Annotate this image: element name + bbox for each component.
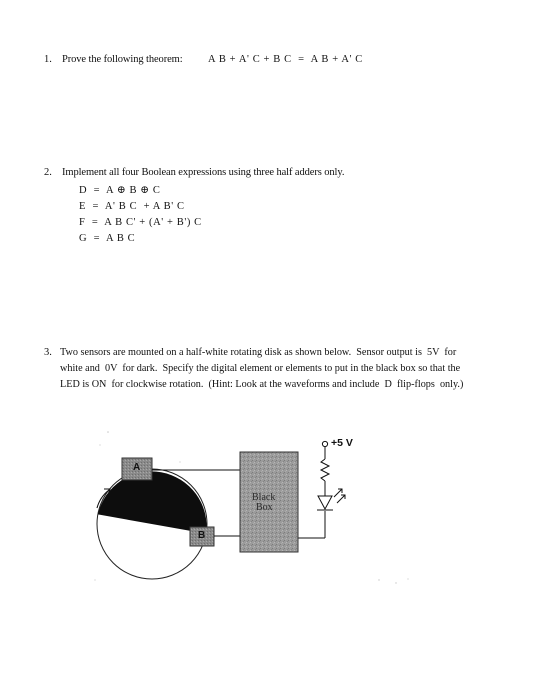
problem-1-theorem: A B + A' C + B C = A B + A' C [208, 54, 363, 65]
expression-f: F = A B C' + (A' + B') C [79, 217, 202, 228]
problem-3-line-2: white and 0V for dark. Specify the digital element or elements to put in the black box so that the [60, 363, 461, 374]
resistor-icon [321, 459, 329, 481]
expression-g: G = A B C [79, 233, 136, 244]
supply-voltage-label: +5 V [331, 437, 353, 449]
led-icon [317, 489, 345, 510]
problem-3-line-1: Two sensors are mounted on a half-white rotating disk as shown below. Sensor output is 5V for [60, 347, 457, 358]
black-box-label-line-2: Box [256, 502, 273, 513]
problem-2-prompt: Implement all four Boolean expressions using three half adders only. [62, 167, 345, 178]
problem-3-line-3: LED is ON for clockwise rotation. (Hint: Look at the waveforms and include D flip-flops only.) [60, 379, 464, 390]
supply-terminal-icon [322, 441, 327, 446]
expression-d: D = A ⊕ B ⊕ C [79, 185, 161, 196]
rotating-disk [97, 469, 207, 579]
problem-1-prompt: Prove the following theorem: [62, 54, 183, 65]
sensor-b-label: B [198, 530, 206, 541]
problem-1-number: 1. [44, 54, 52, 65]
problem-2-number: 2. [44, 167, 52, 178]
problem-3-number: 3. [44, 347, 52, 358]
black-box-label-line-1: Black [252, 492, 276, 503]
expression-e: E = A' B C + A B' C [79, 201, 185, 212]
sensor-a-label: A [133, 462, 141, 473]
